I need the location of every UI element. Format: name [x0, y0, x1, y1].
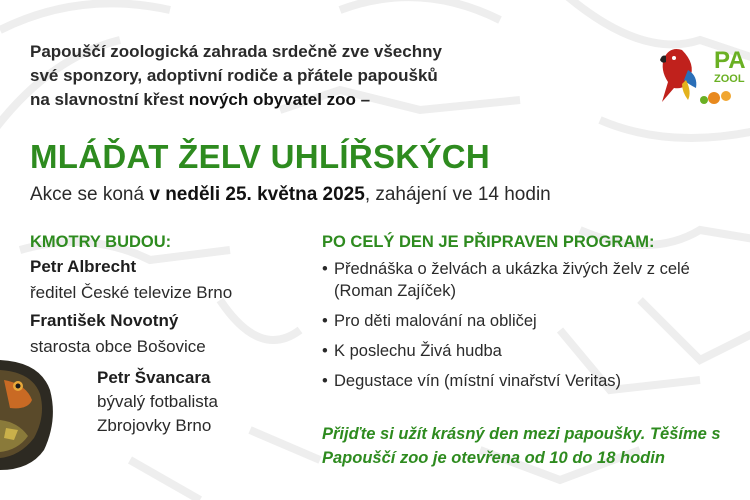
- closing-line-1: Přijďte si užít krásný den mezi papoušky. Těšíme s: [322, 425, 721, 443]
- godparent-name: Petr Švancara: [97, 368, 211, 387]
- godparents-heading: KMOTRY BUDOU:: [30, 233, 172, 251]
- date-bold: v neděli 25. května 2025: [149, 184, 365, 205]
- program-item-text: K poslechu Živá hudba: [334, 342, 502, 360]
- date-suffix: , zahájení ve 14 hodin: [364, 184, 551, 205]
- intro-line-3-start: na slavnostní křest: [30, 90, 189, 109]
- program-item: [322, 370, 690, 392]
- godparent-name: František Novotný: [30, 311, 179, 330]
- zoo-logo: [652, 40, 750, 110]
- closing-message: [322, 422, 721, 470]
- godparent-role: starosta obce Bošovice: [30, 337, 206, 356]
- godparent-role: Zbrojovky Brno: [97, 416, 212, 435]
- intro-highlight: nových obyvatel zoo: [188, 90, 356, 109]
- parrot-icon: [660, 49, 696, 102]
- godparent-role: ředitel České televize Brno: [30, 283, 233, 302]
- date-prefix: Akce se koná: [30, 184, 150, 205]
- program-item-text: Přednáška o želvách a ukázka živých želv z celé: [334, 260, 690, 278]
- bullet: •: [322, 372, 328, 390]
- turtle-icon: [0, 360, 60, 470]
- bullet: •: [322, 312, 328, 330]
- program-item: [322, 340, 690, 362]
- bullet: •: [322, 260, 328, 278]
- closing-line-2: Papouščí zoo je otevřena od 10 do 18 hodin: [322, 449, 665, 467]
- flower-icon: [700, 91, 731, 104]
- godparent-role: bývalý fotbalista: [97, 392, 218, 411]
- intro-line-3-end: –: [355, 90, 371, 109]
- intro-line-1: Papouščí zoologická zahrada srdečně zve všechny: [30, 42, 442, 61]
- program-item-text: Pro děti malování na obličej: [334, 312, 537, 330]
- invitation-intro: [30, 40, 590, 112]
- bullet: •: [322, 342, 328, 360]
- program-list: [322, 258, 690, 400]
- event-date-line: [30, 184, 551, 206]
- logo-text-bottom: ZOOL: [714, 73, 745, 85]
- logo-text-top: PA: [714, 47, 746, 74]
- godparent-name: Petr Albrecht: [30, 257, 137, 276]
- program-item: [322, 258, 690, 302]
- intro-line-3: [30, 88, 590, 112]
- program-item-text: (Roman Zajíček): [334, 282, 456, 300]
- program-item: [322, 310, 690, 332]
- program-item-text: Degustace vín (místní vinařství Veritas): [334, 372, 622, 390]
- intro-line-2: své sponzory, adoptivní rodiče a přátele papoušků: [30, 66, 438, 85]
- program-heading: PO CELÝ DEN JE PŘIPRAVEN PROGRAM:: [322, 233, 655, 251]
- event-headline: MLÁĎAT ŽELV UHLÍŘSKÝCH: [30, 138, 491, 175]
